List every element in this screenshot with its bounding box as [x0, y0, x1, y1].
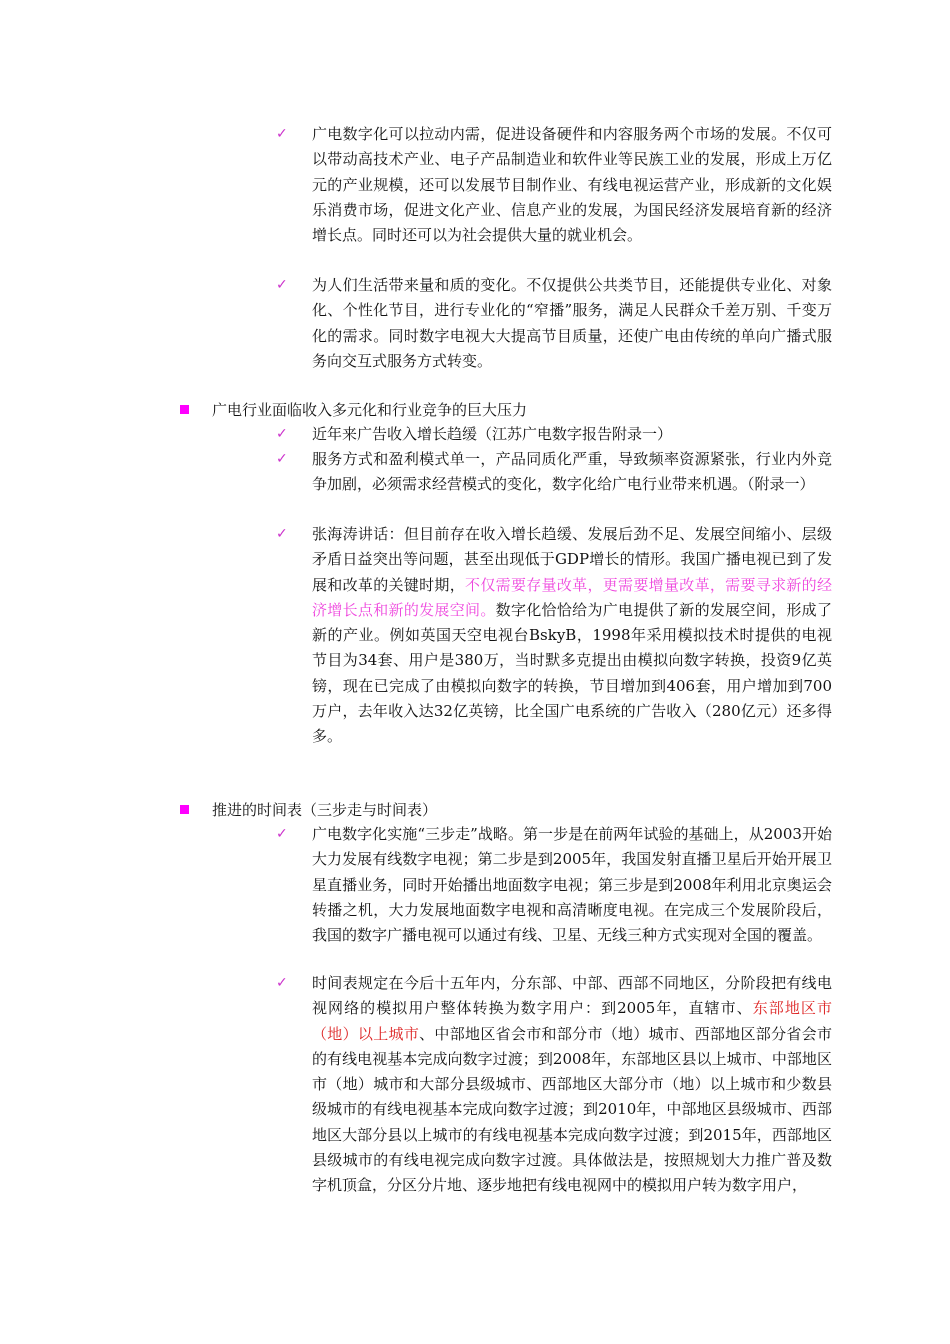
bullet-item	[276, 122, 832, 248]
bullet-text-part: 张海涛讲话：但目前存在收入增长趋缓、发展后劲不足、发展空间缩小、层级矛盾日益突出等问题，甚至出现低于GDP增长的情形。我国广播电视已到了发展和改革的关键时期，	[312, 525, 832, 594]
bullet-text-part: 时间表规定在今后十五年内，分东部、中部、西部不同地区，分阶段把有线电视网络的模拟用户整体转换为数字用户：到2005年，直辖市、	[312, 974, 832, 1018]
bullet-text: 广电数字化可以拉动内需，促进设备硬件和内容服务两个市场的发展。不仅可以带动高技术产业、电子产品制造业和软件业等民族工业的发展，形成上万亿元的产业规模，还可以发展节目制作业、有线电视运营产业，形成新的文化娱乐消费市场，促进文化产业、信息产业的发展，为国民经济发展培育新的经济增长点。同时还可以为社会提供大量的就业机会。	[312, 125, 832, 245]
bullet-text-part: 数字化恰恰给为广电提供了新的发展空间，形成了新的产业。例如英国天空电视台BskyB，1998年采用模拟技术时提供的电视节目为34套、用户是380万，当时默多克提出由模拟向数字转换，投资9亿英镑，现在已完成了由模拟向数字的转换，节目增加到406套，用户增加到700万户，去年收入达32亿英镑，比全国广电系统的广告收入（280亿元）还多得多。	[312, 600, 832, 746]
bullet-text: 服务方式和盈利模式单一，产品同质化严重，导致频率资源紧张，行业内外竞争加剧，必须需求经营模式的变化，数字化给广电行业带来机遇。（附录一）	[312, 450, 832, 494]
bullet-text	[312, 522, 832, 750]
section-heading	[180, 398, 527, 422]
section-heading	[180, 798, 437, 822]
bullet-text	[312, 971, 832, 1199]
bullet-item	[276, 273, 832, 374]
highlighted-text: 不仅需要存量改革，更需要增量改革，需要寻求新的经济增长点和新的发展空间。	[312, 575, 832, 619]
checkmark-icon: ✓	[276, 526, 288, 542]
checkmark-icon: ✓	[276, 975, 288, 991]
section-heading-text: 推进的时间表（三步走与时间表）	[212, 801, 438, 819]
bullet-item	[276, 971, 832, 1199]
square-bullet-icon	[180, 805, 189, 814]
bullet-item	[276, 522, 832, 750]
checkmark-icon: ✓	[276, 826, 288, 842]
bullet-text: 近年来广告收入增长趋缓（江苏广电数字报告附录一）	[312, 425, 673, 443]
bullet-item	[276, 447, 832, 498]
bullet-text-part: 、中部地区省会市和部分市（地）城市、西部地区部分省会市的有线电视基本完成向数字过渡；到2008年，东部地区县以上城市、中部地区市（地）城市和大部分县级城市、西部地区大部分市（地）以上城市和少数县级城市的有线电视基本完成向数字过渡；到2010年，中部地区县级城市、西部地区大部分县以上城市的有线电视基本完成向数字过渡；到2015年，西部地区县级城市的有线电视完成向数字过渡。具体做法是，按照规划大力推广普及数字机顶盒，分区分片地、逐步地把有线电视网中的模拟用户转为数字用户，	[312, 1024, 832, 1195]
bullet-text: 为人们生活带来量和质的变化。不仅提供公共类节目，还能提供专业化、对象化、个性化节目，进行专业化的“窄播”服务，满足人民群众千差万别、千变万化的需求。同时数字电视大大提高节目质量，还使广电由传统的单向广播式服务向交互式服务方式转变。	[312, 276, 832, 370]
checkmark-icon: ✓	[276, 126, 288, 142]
checkmark-icon: ✓	[276, 277, 288, 293]
bullet-item	[276, 422, 832, 447]
section-heading-text: 广电行业面临收入多元化和行业竞争的巨大压力	[212, 401, 528, 419]
bullet-item	[276, 822, 832, 948]
checkmark-icon: ✓	[276, 426, 288, 442]
bullet-text: 广电数字化实施“三步走”战略。第一步是在前两年试验的基础上，从2003开始大力发展有线数字电视；第二步是到2005年，我国发射直播卫星后开始开展卫星直播业务，同时开始播出地面数字电视；第三步是到2008年利用北京奥运会转播之机，大力发展地面数字电视和高清晰度电视。在完成三个发展阶段后，我国的数字广播电视可以通过有线、卫星、无线三种方式实现对全国的覆盖。	[312, 825, 832, 945]
checkmark-icon: ✓	[276, 451, 288, 467]
square-bullet-icon	[180, 405, 189, 414]
highlighted-text: 东部地区市（地）以上城市	[312, 999, 832, 1043]
